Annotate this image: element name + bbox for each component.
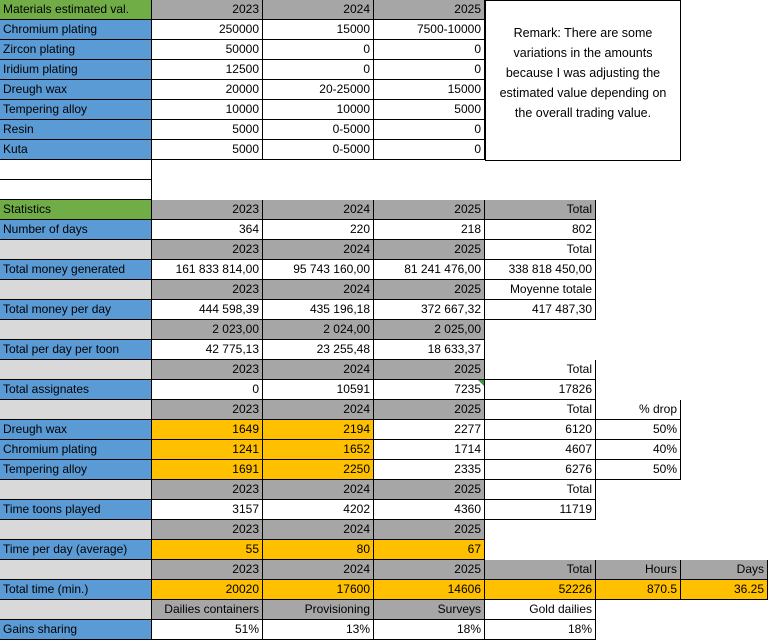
material-value[interactable]: 7500-10000 [374, 20, 485, 40]
value-cell[interactable]: 11719 [485, 500, 596, 520]
header-cell[interactable]: 2025 [374, 280, 485, 300]
row-label[interactable]: Total time (min.) [0, 580, 152, 600]
value-cell[interactable]: 1241 [152, 440, 263, 460]
material-name[interactable]: Dreugh wax [0, 80, 152, 100]
header-cell[interactable]: 2024 [263, 400, 374, 420]
header-cell[interactable]: 2025 [374, 400, 485, 420]
value-cell[interactable]: 3157 [152, 500, 263, 520]
material-value[interactable]: 15000 [374, 80, 485, 100]
header-cell[interactable]: Gold dailies [485, 600, 596, 620]
row-label[interactable]: Gains sharing [0, 620, 152, 640]
value-cell[interactable]: 4202 [263, 500, 374, 520]
value-cell[interactable]: 80 [263, 540, 374, 560]
header-cell[interactable]: 2023 [152, 240, 263, 260]
value-cell[interactable]: 802 [485, 220, 596, 240]
header-label-cell[interactable] [0, 560, 152, 580]
value-cell[interactable]: 161 833 814,00 [152, 260, 263, 280]
value-cell[interactable]: 4607 [485, 440, 596, 460]
row-label[interactable]: Time per day (average) [0, 540, 152, 560]
material-name[interactable]: Resin [0, 120, 152, 140]
material-value[interactable]: 0 [374, 60, 485, 80]
header-label-cell[interactable] [0, 360, 152, 380]
header-cell[interactable]: 2025 [374, 360, 485, 380]
material-value[interactable]: 5000 [152, 140, 263, 160]
materials-title[interactable]: Materials estimated val. [0, 0, 152, 20]
material-value[interactable]: 0 [263, 60, 374, 80]
header-cell[interactable]: 2023 [152, 360, 263, 380]
value-cell[interactable]: 435 196,18 [263, 300, 374, 320]
value-cell[interactable]: 20020 [152, 580, 263, 600]
header-cell[interactable]: Total [485, 400, 596, 420]
statistics-title[interactable]: Statistics [0, 200, 152, 220]
value-cell[interactable]: 55 [152, 540, 263, 560]
material-value[interactable]: 0 [374, 40, 485, 60]
header-cell[interactable]: 2025 [374, 520, 485, 540]
material-name[interactable]: Kuta [0, 140, 152, 160]
header-label-cell[interactable] [0, 600, 152, 620]
header-cell[interactable]: Surveys [374, 600, 485, 620]
header-cell[interactable]: 2024 [263, 520, 374, 540]
material-value[interactable]: 20-25000 [263, 80, 374, 100]
row-label[interactable]: Total money generated [0, 260, 152, 280]
value-cell[interactable]: 42 775,13 [152, 340, 263, 360]
header-cell[interactable]: Total [485, 360, 596, 380]
value-cell[interactable]: 1714 [374, 440, 485, 460]
value-cell[interactable]: 417 487,30 [485, 300, 596, 320]
value-cell[interactable]: 52226 [485, 580, 596, 600]
material-value[interactable]: 15000 [263, 20, 374, 40]
value-cell[interactable]: 14606 [374, 580, 485, 600]
value-cell[interactable]: 23 255,48 [263, 340, 374, 360]
comment-marker-icon [478, 380, 484, 386]
material-value[interactable]: 0-5000 [263, 140, 374, 160]
header-label-cell[interactable] [0, 280, 152, 300]
header-cell[interactable]: 2023 [152, 560, 263, 580]
header-cell[interactable]: 2023 [152, 280, 263, 300]
header-cell[interactable]: 2024 [263, 280, 374, 300]
value-cell[interactable]: 67 [374, 540, 485, 560]
header-cell[interactable]: Provisioning [263, 600, 374, 620]
header-cell[interactable]: Days [681, 560, 768, 580]
row-label[interactable]: Dreugh wax [0, 420, 152, 440]
value-cell[interactable]: 2277 [374, 420, 485, 440]
material-value[interactable]: 10000 [263, 100, 374, 120]
header-cell[interactable]: 2025 [374, 560, 485, 580]
header-cell[interactable]: 2024 [263, 360, 374, 380]
value-cell[interactable]: 18 633,37 [374, 340, 485, 360]
header-cell[interactable]: 2025 [374, 200, 485, 220]
material-name[interactable]: Zircon plating [0, 40, 152, 60]
value-cell[interactable]: 444 598,39 [152, 300, 263, 320]
year-header[interactable]: 2025 [374, 0, 485, 20]
header-cell[interactable]: Dailies containers [152, 600, 263, 620]
value-cell[interactable]: 51% [152, 620, 263, 640]
header-label-cell[interactable] [0, 240, 152, 260]
material-value[interactable]: 10000 [152, 100, 263, 120]
material-value[interactable]: 0 [263, 40, 374, 60]
material-value[interactable]: 50000 [152, 40, 263, 60]
header-cell[interactable]: 2024 [263, 240, 374, 260]
material-value[interactable]: 0-5000 [263, 120, 374, 140]
value-cell[interactable]: 7235 [374, 380, 485, 400]
header-cell[interactable]: Total [485, 480, 596, 500]
value-cell[interactable]: 2194 [263, 420, 374, 440]
value-cell[interactable]: 2335 [374, 460, 485, 480]
material-value[interactable]: 5000 [152, 120, 263, 140]
header-cell[interactable]: 2024 [263, 480, 374, 500]
header-label-cell[interactable] [0, 400, 152, 420]
row-label[interactable]: Total per day per toon [0, 340, 152, 360]
header-label-cell[interactable] [0, 480, 152, 500]
value-cell[interactable]: 1652 [263, 440, 374, 460]
value-cell[interactable]: 4360 [374, 500, 485, 520]
header-cell[interactable]: 2023 [152, 200, 263, 220]
material-value[interactable]: 12500 [152, 60, 263, 80]
value-cell[interactable]: 17826 [485, 380, 596, 400]
value-cell[interactable]: 1691 [152, 460, 263, 480]
row-label[interactable]: Time toons played [0, 500, 152, 520]
header-label-cell[interactable] [0, 520, 152, 540]
remark-box: Remark: There are some variations in the amounts because I was adjusting the estimated value depending on the overall trading value. [485, 0, 681, 161]
value-cell[interactable]: 372 667,32 [374, 300, 485, 320]
value-cell[interactable]: 0 [152, 380, 263, 400]
row-label[interactable]: Chromium plating [0, 440, 152, 460]
header-cell[interactable]: 2 023,00 [152, 320, 263, 340]
empty-cell[interactable] [0, 160, 152, 180]
material-value[interactable]: 20000 [152, 80, 263, 100]
value-cell[interactable]: 6120 [485, 420, 596, 440]
year-header[interactable]: 2023 [152, 0, 263, 20]
header-cell[interactable]: Total [485, 240, 596, 260]
material-value[interactable]: 0 [374, 120, 485, 140]
header-cell[interactable]: 2023 [152, 400, 263, 420]
header-cell[interactable]: 2 024,00 [263, 320, 374, 340]
value-cell[interactable]: 36.25 [681, 580, 768, 600]
value-cell[interactable]: 13% [263, 620, 374, 640]
header-cell[interactable]: 2023 [152, 520, 263, 540]
header-cell[interactable]: Total [485, 200, 596, 220]
value-cell[interactable]: 1649 [152, 420, 263, 440]
value-cell[interactable]: 870.5 [596, 580, 681, 600]
header-cell[interactable]: Total [485, 560, 596, 580]
value-cell[interactable]: 50% [596, 420, 681, 440]
value-cell[interactable]: 17600 [263, 580, 374, 600]
value-cell[interactable]: 40% [596, 440, 681, 460]
year-header[interactable]: 2024 [263, 0, 374, 20]
header-cell[interactable]: Moyenne totale [485, 280, 596, 300]
header-label-cell[interactable] [0, 320, 152, 340]
header-cell[interactable]: 2025 [374, 240, 485, 260]
material-value[interactable]: 250000 [152, 20, 263, 40]
header-cell[interactable]: 2025 [374, 480, 485, 500]
header-cell[interactable]: Hours [596, 560, 681, 580]
value-cell[interactable]: 18% [485, 620, 596, 640]
value-cell[interactable]: 81 241 476,00 [374, 260, 485, 280]
row-label[interactable]: Total assignates [0, 380, 152, 400]
row-label[interactable]: Tempering alloy [0, 460, 152, 480]
value-cell[interactable]: 95 743 160,00 [263, 260, 374, 280]
header-cell[interactable]: 2024 [263, 560, 374, 580]
material-name[interactable]: Iridium plating [0, 60, 152, 80]
header-cell[interactable]: % drop [596, 400, 681, 420]
value-cell[interactable]: 50% [596, 460, 681, 480]
value-cell[interactable]: 220 [263, 220, 374, 240]
value-cell[interactable]: 2250 [263, 460, 374, 480]
empty-cell[interactable] [0, 180, 152, 200]
row-label[interactable]: Number of days [0, 220, 152, 240]
material-value[interactable]: 0 [374, 140, 485, 160]
value-cell[interactable]: 338 818 450,00 [485, 260, 596, 280]
header-cell[interactable]: 2 025,00 [374, 320, 485, 340]
value-cell[interactable]: 218 [374, 220, 485, 240]
header-cell[interactable]: 2024 [263, 200, 374, 220]
value-cell[interactable]: 18% [374, 620, 485, 640]
row-label[interactable]: Total money per day [0, 300, 152, 320]
material-value[interactable]: 5000 [374, 100, 485, 120]
header-cell[interactable]: 2023 [152, 480, 263, 500]
value-cell[interactable]: 6276 [485, 460, 596, 480]
material-name[interactable]: Tempering alloy [0, 100, 152, 120]
value-cell[interactable]: 10591 [263, 380, 374, 400]
value-cell[interactable]: 364 [152, 220, 263, 240]
material-name[interactable]: Chromium plating [0, 20, 152, 40]
